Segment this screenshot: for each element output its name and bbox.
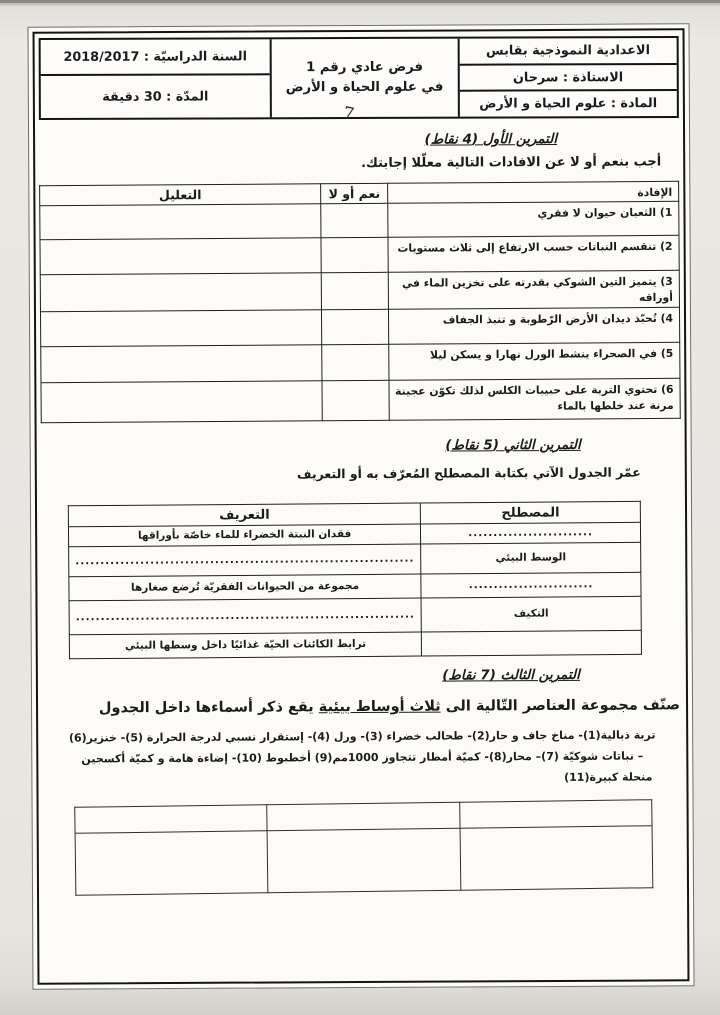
- table-row: [40, 307, 679, 346]
- definition-blank-cell: ....................................................................: [69, 598, 422, 635]
- definition-cell: مجموعة من الحيوانات الفقريّة تُرضع صغارها: [69, 574, 421, 601]
- justification-answer-cell: [40, 310, 321, 347]
- yes-no-answer-cell: [322, 344, 389, 380]
- school-name: الاعدادية النموذجية بقابس: [459, 38, 676, 65]
- statement-cell: 5) في الصحراء ينشط الورل نهارا و يسكن ليلا: [389, 342, 680, 380]
- classification-cell: [75, 830, 268, 895]
- exercise3-answer-table: [74, 799, 653, 896]
- exercise3-instruction: [42, 695, 680, 722]
- classification-cell: [460, 825, 653, 890]
- header-year-column: [41, 39, 270, 118]
- school-year: السنة الدراسيّة : 2018/2017: [41, 39, 270, 76]
- term-blank-cell: [422, 631, 642, 657]
- yes-no-answer-cell: [322, 309, 389, 344]
- exercise3-title: التمرين الثالث (7 نقاط): [442, 667, 580, 684]
- statement-cell: 3) يتميز التين الشوكي بقدرته على تخزين الماء في أوراقه: [388, 270, 679, 309]
- definition-blank-cell: ....................................................................: [69, 544, 421, 577]
- term-cell: الوسط البيئي: [421, 543, 641, 575]
- exercise2-table: [68, 501, 642, 660]
- items-line: تربة ذبالية(1)- مناخ جاف و حار(2)- طحالب خضراء (3)- ورل (4)- إستقرار نسبي لدرجة الحرارة (5)- خنزير(6): [68, 728, 656, 745]
- table-row: [69, 597, 641, 635]
- column-header-yes-no: نعم أو لا: [321, 183, 388, 204]
- justification-answer-cell: [40, 273, 321, 312]
- justification-answer-cell: [41, 345, 322, 383]
- yes-no-answer-cell: [321, 272, 388, 309]
- page-content: [33, 28, 690, 984]
- exercise3-title-row: [42, 664, 580, 686]
- exam-title-line1: فرض عادي رقم 1: [306, 59, 424, 75]
- term-blank-cell: .........................: [421, 573, 641, 599]
- justification-answer-cell: [40, 204, 321, 240]
- yes-no-answer-cell: [322, 380, 389, 420]
- definition-cell: فقدان النبتة الخضراء للماء خاصّة بأوراقها: [68, 524, 420, 547]
- justification-answer-cell: [41, 381, 322, 423]
- table-row: [40, 270, 679, 311]
- instruction-text: صنّف مجموعة العناصر التّالية الى: [440, 697, 681, 715]
- exercise1-instruction: أجب بنعم أو لا عن الافادات التالية معلّلا إجابتك.: [361, 154, 662, 171]
- statement-cell: 4) تُحبّذ ديدان الأرض الرّطوبة و تنبذ الجفاف: [389, 307, 680, 344]
- teacher-name: الاستاذة : سرحان: [459, 65, 676, 92]
- header-school-column: [457, 38, 677, 117]
- statement-cell: 2) تنقسم النباتات حسب الارتفاع إلى ثلاث مستويات: [388, 235, 679, 272]
- exam-title-line2: في علوم الحياة و الأرض: [285, 79, 444, 96]
- exercise2-title: التمرين الثاني (5 نقاط): [445, 437, 581, 454]
- instruction-underlined-text: ثلاث أوساط بيئية: [318, 698, 441, 716]
- table-row: [69, 543, 641, 577]
- page-border-frame: [27, 23, 694, 989]
- environment-name-cell: [75, 804, 268, 833]
- term-cell: التكيف: [421, 597, 641, 633]
- column-header-justification: التعليل: [40, 184, 321, 206]
- classification-cell: [267, 828, 460, 893]
- subject-name: المادة : علوم الحياة و الأرض: [479, 96, 658, 112]
- justification-answer-cell: [40, 238, 321, 275]
- header-exam-title-cell: [270, 39, 458, 125]
- exercise3-items-list: [42, 724, 682, 790]
- exam-header-table: [39, 36, 679, 125]
- table-row: [41, 342, 680, 382]
- exercise2-title-row: [41, 434, 581, 456]
- exam-duration: المدّة : 30 دقيقة: [102, 88, 209, 105]
- column-header-definition: التعريف: [68, 503, 420, 527]
- column-header-statement: الإفادة: [388, 181, 679, 203]
- scan-edge-artifact: [0, 0, 720, 3]
- exercise1-table: [39, 181, 681, 424]
- term-blank-cell: .........................: [421, 522, 641, 544]
- yes-no-answer-cell: [321, 237, 388, 272]
- statement-cell: 1) الثعبان حيوان لا فقري: [388, 201, 679, 237]
- items-line: منحلة كبيرة(11): [564, 770, 653, 784]
- table-row: [69, 631, 641, 659]
- table-row: [40, 235, 679, 274]
- statement-cell: 6) تحتوي التربة على حبيبات الكلس لذلك تكوّن عجينة مرنة عند خلطها بالماء: [389, 378, 680, 420]
- handwritten-mark: 7: [340, 103, 356, 125]
- exercise1-title-row: [39, 128, 557, 150]
- environment-name-cell: [267, 802, 460, 831]
- items-line: – نباتات شوكيّة (7)– محار(8)- كميّة أمطار تتجاوز 1000مم(9) أخطبوط (10)- إضاءة هامة و كميّة أكسجين: [81, 749, 644, 766]
- exercise1-title: التمرين الأول (4 نقاط): [424, 130, 558, 148]
- instruction-text: يقع ذكر أسماءها داخل الجدول: [98, 699, 319, 717]
- table-row: [40, 201, 679, 239]
- yes-no-answer-cell: [321, 203, 388, 237]
- table-row: [41, 378, 680, 422]
- column-header-term: المصطلح: [421, 501, 641, 524]
- exercise2-instruction: عمّر الجدول الآتي بكتابة المصطلح المُعرّف به أو التعريف: [296, 464, 641, 482]
- definition-cell: ترابط الكائنات الحيّة غذائيًا داخل وسطها البيئي: [69, 632, 421, 659]
- classification-row: [75, 825, 653, 895]
- environment-name-cell: [459, 799, 652, 828]
